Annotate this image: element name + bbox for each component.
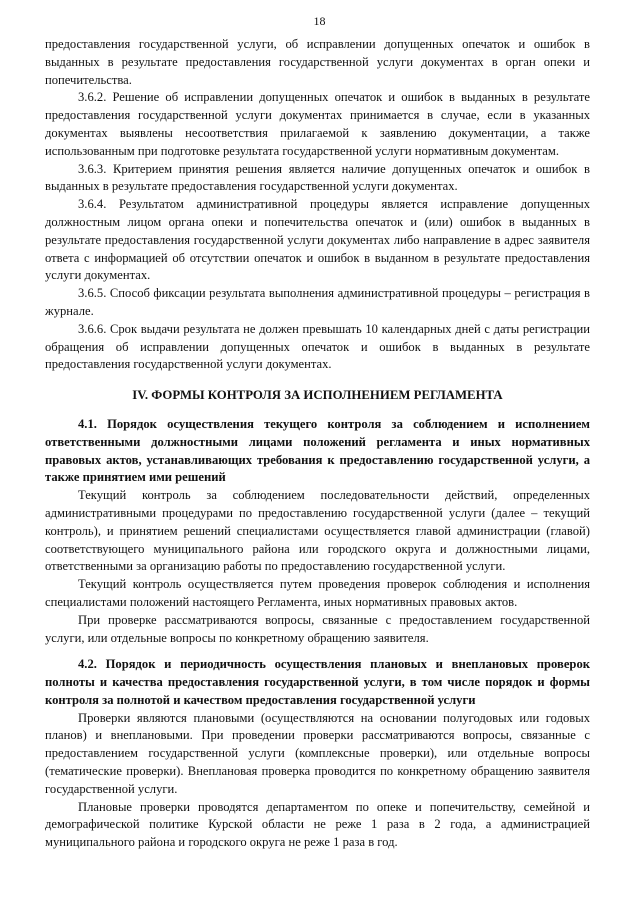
paragraph-3-6-6: 3.6.6. Срок выдачи результата не должен превышать 10 календарных дней с даты регистрации обращения об исправлении допущенных опечаток и ошибок в выданных в результате предоставления государственной услуги документах.	[45, 321, 590, 372]
paragraph-3-6-2: 3.6.2. Решение об исправлении допущенных опечаток и ошибок в выданных в результате предоставления государственной услуги документах принимается в случае, если в указанных документах выявлены несоответствия прилагаемой к заявлению документации, а также использованным при подготовке результата государственной услуги нормативным документам.	[45, 90, 590, 158]
subsection-heading-4-2: 4.2. Порядок и периодичность осуществления плановых и внеплановых проверок полноты и качества предоставления государственной услуги, в том числе порядок и формы контроля за полнотой и качеством предоставления государственной услуги	[45, 657, 590, 707]
subsection-heading-4-1: 4.1. Порядок осуществления текущего контроля за соблюдением и исполнением ответственными должностными лицами положений регламента и иных нормативных правовых актов, устанавливающих требования к предоставлению государственной услуги, а также принятием ими решений	[45, 416, 590, 485]
document-body	[45, 36, 590, 852]
paragraph-4-2-a: Проверки являются плановыми (осуществляются на основании полугодовых или годовых планов) и внеплановыми. При проведении проверки рассматриваются вопросы, связанные с предоставлением государственной услуги (комплексные проверки), или отдельные вопросы (тематические проверки). Внеплановая проверка проводится по конкретному обращению заявителя государственной услуги.	[45, 710, 590, 796]
paragraph-continuation: предоставления государственной услуги, об исправлении допущенных опечаток и ошибок в выданных в результате предоставления государственной услуги документах в орган опеки и попечительства.	[45, 37, 590, 87]
page-number: 18	[313, 14, 326, 28]
paragraph-3-6-4: 3.6.4. Результатом административной процедуры является исправление допущенных должностным лицом органа опеки и попечительства опечаток и (или) ошибок в выданных в результате предоставления государственной услуги документах либо направление в адрес заявителя ответа с информацией об отсутствии опечаток и ошибок в выданном в результате предоставления услуги документах.	[45, 197, 590, 283]
paragraph-4-2-b: Плановые проверки проводятся департаментом по опеке и попечительству, семейной и демографической политике Курской области не реже 1 раза в 2 года, а администрацией муниципального района и городского округа не реже 1 раза в год.	[45, 799, 590, 850]
paragraph-4-1-a: Текущий контроль за соблюдением последовательности действий, определенных административными процедурами по предоставлению государственной услуги (далее – текущий контроль), и принятием решений специалистами осуществляется главой администрации (главой) соответствующего муниципального района или городского округа и должностными лицами, ответственными за организацию работы по предоставлению государственной услуги.	[45, 488, 590, 574]
paragraph-4-1-b: Текущий контроль осуществляется путем проведения проверок соблюдения и исполнения специалистами положений настоящего Регламента, иных нормативных правовых актов.	[45, 577, 590, 609]
paragraph-4-1-c: При проверке рассматриваются вопросы, связанные с предоставлением государственной услуги, или отдельные вопросы по конкретному обращению заявителя.	[45, 612, 590, 645]
section-title: IV. ФОРМЫ КОНТРОЛЯ ЗА ИСПОЛНЕНИЕМ РЕГЛАМЕНТА	[132, 388, 503, 403]
paragraph-3-6-5: 3.6.5. Способ фиксации результата выполнения административной процедуры – регистрация в журнале.	[45, 286, 590, 318]
paragraph-3-6-3: 3.6.3. Критерием принятия решения является наличие допущенных опечаток и ошибок в выданных в результате предоставления государственной услуги документах.	[45, 161, 590, 194]
